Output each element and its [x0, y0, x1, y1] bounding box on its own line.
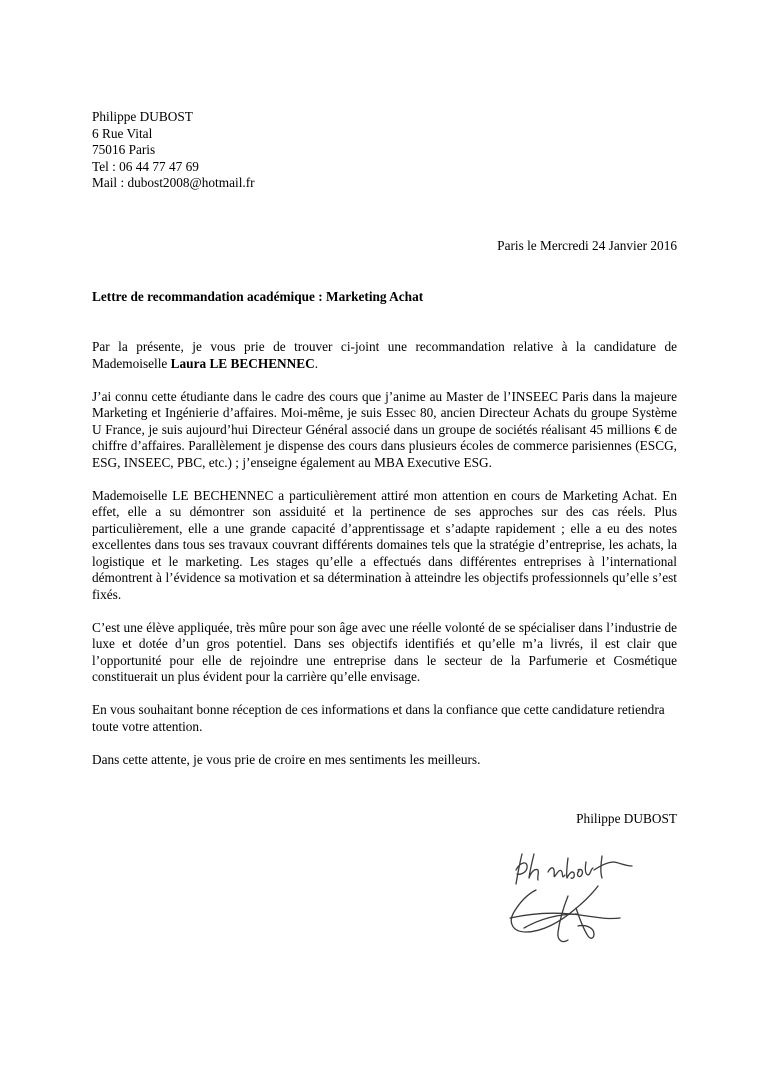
- sender-phone: Tel : 06 44 77 47 69: [92, 158, 199, 174]
- intro-text: Par la présente, je vous prie de trouver ci-joint une recommandation relative à la candidature de Mademoiselle: [92, 339, 677, 371]
- signer-name: Philippe DUBOST: [576, 811, 677, 826]
- sender-email: Mail : dubost2008@hotmail.fr: [92, 175, 255, 190]
- sender-block: [92, 109, 492, 192]
- paragraph-closing: En vous souhaitant bonne réception de ces informations et dans la confiance que cette candidature retiendra toute votre attention.: [92, 702, 665, 734]
- sender-city: 75016 Paris: [92, 142, 156, 157]
- paragraph-potential: C’est une élève appliquée, très mûre pour son âge avec une réelle volonté de se spécialiser dans l’industrie de luxe et dotée d’un gros potentiel. Dans ses objectifs identifiés et qu’elle m’a livrés, il est clair que l’opportunité pour elle de rejoindre une entreprise dans le secteur de la Parfumerie et Cosmétique constituerait un plus évident pour la carrière qu’elle envisage.: [92, 619, 677, 684]
- candidate-name: Laura LE BECHENNEC: [170, 355, 315, 371]
- letter-date: Paris le Mercredi 24 Janvier 2016: [497, 238, 677, 253]
- sender-street: 6 Rue Vital: [92, 125, 153, 141]
- paragraph-intro: [92, 339, 677, 372]
- handwritten-signature-icon: [498, 848, 658, 948]
- intro-end: .: [314, 355, 319, 371]
- letter-subject: Lettre de recommandation académique : Marketing Achat: [92, 289, 424, 304]
- paragraph-salutation: Dans cette attente, je vous prie de croire en mes sentiments les meilleurs.: [92, 751, 481, 767]
- paragraph-assessment: Mademoiselle LE BECHENNEC a particulièrement attiré mon attention en cours de Marketing Achat. En effet, elle a su démontrer son assiduité et la pertinence de ses approches sur des cas réels. Plus particulièrement, elle a une grande capacité d’apprentissage et s’adapte rapidement ; elle a eu des notes excellentes dans tous ses travaux couvrant différents domaines tels que la stratégie d’entreprise, les achats, la logistique et le marketing. Les stages qu’elle a effectués dans différentes entreprises à l’international démontrent à l’évidence sa motivation et sa détermination à atteindre les objectifs professionnels qu’elle s’est fixés.: [92, 487, 677, 602]
- sender-name: Philippe DUBOST: [92, 109, 193, 124]
- letter-body: [92, 339, 677, 785]
- paragraph-background: J’ai connu cette étudiante dans le cadre des cours que j’anime au Master de l’INSEEC Paris dans la majeure Marketing et Ingénierie d’affaires. Moi-même, je suis Essec 80, ancien Directeur Achats du groupe Système U France, je suis aujourd’hui Directeur Général associé dans un groupe de sociétés réalisant 45 millions € de chiffre d’affaires. Parallèlement je dispense des cours dans plusieurs écoles de commerce parisiennes (ESCG, ESG, INSEEC, PBC, etc.) ; j’enseigne également au MBA Executive ESG.: [92, 388, 677, 470]
